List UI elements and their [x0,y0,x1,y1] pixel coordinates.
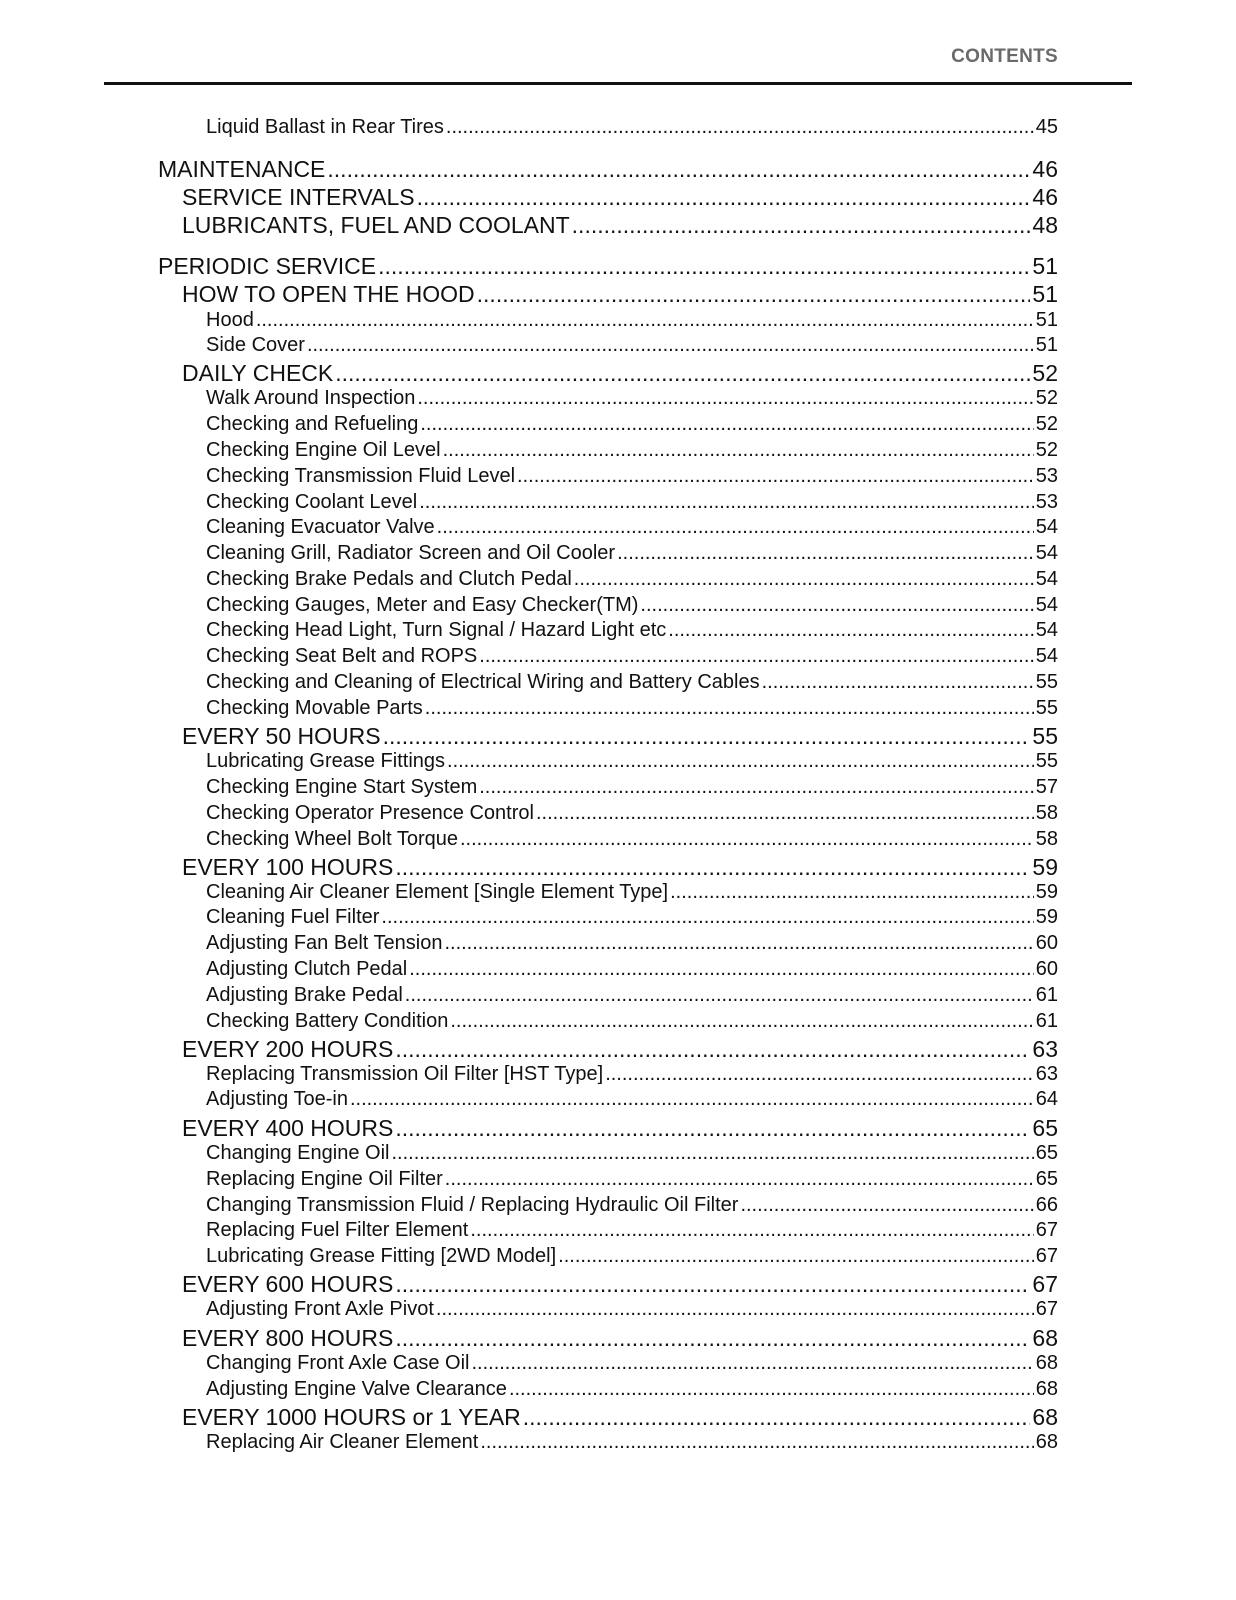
toc-entry-page: 48 [1032,212,1058,238]
toc-entry [158,156,1058,183]
toc-entry-title: Checking Gauges, Meter and Easy Checker(TM) [206,594,639,616]
toc-entry-title: Hood [206,309,254,331]
toc-entry-title: Adjusting Brake Pedal [206,984,403,1006]
toc-leader-dots [536,802,1034,825]
toc-entry-title: Cleaning Fuel Filter [206,906,380,928]
page-header-title: CONTENTS [951,46,1058,67]
toc-entry-title: Liquid Ballast in Rear Tires [206,116,444,138]
toc-entry-page: 61 [1035,984,1058,1006]
toc-leader-dots [395,1271,1030,1298]
toc-entry-page: 59 [1035,881,1058,903]
toc-entry-title: Checking Head Light, Turn Signal / Hazard Light etc [206,619,667,641]
toc-entry [206,828,1058,851]
toc-leader-dots [419,491,1034,514]
toc-entry-title: Checking Engine Oil Level [206,439,441,461]
toc-entry-title: Replacing Fuel Filter Element [206,1219,469,1241]
toc-entry-page: 51 [1035,309,1058,331]
toc-leader-dots [443,439,1034,462]
toc-entry [206,906,1058,929]
toc-entry-title: Checking Transmission Fluid Level [206,465,516,487]
toc-entry [182,723,1058,750]
toc-entry-title: HOW TO OPEN THE HOOD [182,281,475,307]
toc-entry [182,281,1058,308]
toc-entry-title: Adjusting Clutch Pedal [206,958,408,980]
toc-leader-dots [395,1036,1030,1063]
toc-leader-dots [558,1245,1034,1268]
toc-entry-title: PERIODIC SERVICE [158,253,377,279]
toc-entry-page: 68 [1032,1325,1058,1351]
toc-leader-dots [523,1404,1031,1431]
toc-entry-page: 58 [1035,802,1058,824]
toc-entry-title: Checking Seat Belt and ROPS [206,645,478,667]
toc-entry-title: Walk Around Inspection [206,387,416,409]
toc-entry-page: 60 [1035,932,1058,954]
toc-entry [206,881,1058,904]
toc-entry-page: 55 [1035,671,1058,693]
toc-entry [206,750,1058,773]
toc-leader-dots [420,413,1033,436]
toc-leader-dots [477,281,1031,308]
toc-entry-page: 64 [1035,1088,1058,1110]
toc-entry-page: 67 [1035,1245,1058,1267]
toc-entry [206,1010,1058,1033]
toc-leader-dots [437,516,1034,539]
toc-leader-dots [740,1194,1033,1217]
toc-entry-title: DAILY CHECK [182,360,334,386]
toc-entry-title: Checking Coolant Level [206,491,418,513]
toc-entry [206,1245,1058,1268]
toc-entry-page: 52 [1035,439,1058,461]
toc-leader-dots [762,671,1034,694]
toc-entry [206,1298,1058,1321]
toc-entry-page: 46 [1032,156,1058,182]
toc-leader-dots [479,776,1034,799]
toc-leader-dots [391,1142,1033,1165]
toc-entry-title: Lubricating Grease Fitting [2WD Model] [206,1245,557,1267]
toc-entry-page: 57 [1035,776,1058,798]
toc-entry-page: 52 [1035,413,1058,435]
toc-entry-title: Lubricating Grease Fittings [206,750,446,772]
toc-entry-title: EVERY 400 HOURS [182,1115,394,1141]
toc-entry-page: 65 [1035,1168,1058,1190]
toc-leader-dots [605,1063,1034,1086]
toc-leader-dots [378,253,1030,280]
toc-entry-page: 52 [1032,360,1058,386]
toc-leader-dots [470,1219,1033,1242]
toc-entry [182,1271,1058,1298]
toc-entry [206,465,1058,488]
toc-entry-page: 54 [1035,568,1058,590]
toc-entry [206,1219,1058,1242]
toc-leader-dots [670,881,1034,904]
toc-entry [206,645,1058,668]
toc-leader-dots [445,1168,1034,1191]
toc-leader-dots [335,360,1030,387]
toc-entry [206,116,1058,139]
toc-entry-title: LUBRICANTS, FUEL AND COOLANT [182,212,570,238]
toc-entry [182,1036,1058,1063]
toc-entry-title: Changing Engine Oil [206,1142,390,1164]
toc-leader-dots [395,1115,1030,1142]
toc-entry-title: Side Cover [206,334,305,356]
toc-entry [206,594,1058,617]
toc-entry [206,491,1058,514]
toc-entry-page: 63 [1032,1036,1058,1062]
toc-entry [206,1378,1058,1401]
toc-leader-dots [447,750,1034,773]
toc-entry [158,253,1058,280]
toc-entry [182,1404,1058,1431]
toc-leader-dots [574,568,1034,591]
toc-leader-dots [405,984,1034,1007]
toc-entry [206,671,1058,694]
toc-entry-page: 68 [1035,1352,1058,1374]
toc-entry-title: Changing Front Axle Case Oil [206,1352,470,1374]
toc-entry-page: 63 [1035,1063,1058,1085]
toc-entry [206,334,1058,357]
toc-entry [182,1325,1058,1352]
toc-leader-dots [471,1352,1033,1375]
toc-entry [182,212,1058,239]
toc-entry-title: Checking Battery Condition [206,1010,449,1032]
toc-entry-page: 54 [1035,516,1058,538]
toc-entry-page: 55 [1035,697,1058,719]
toc-entry-title: Cleaning Air Cleaner Element [Single Element Type] [206,881,669,903]
toc-entry-page: 54 [1035,645,1058,667]
toc-entry [206,1063,1058,1086]
toc-leader-dots [381,906,1033,929]
toc-entry-page: 66 [1035,1194,1058,1216]
toc-entry-page: 51 [1032,281,1058,307]
toc-entry-page: 59 [1035,906,1058,928]
toc-entry-page: 59 [1032,854,1058,880]
toc-leader-dots [444,932,1033,955]
toc-entry-page: 46 [1032,184,1058,210]
toc-entry-title: Replacing Air Cleaner Element [206,1431,479,1453]
toc-leader-dots [395,1325,1030,1352]
toc-entry-page: 68 [1035,1378,1058,1400]
toc-entry-title: EVERY 1000 HOURS or 1 YEAR [182,1404,521,1430]
header-rule [104,82,1132,85]
toc-entry [206,802,1058,825]
toc-entry-title: Checking Movable Parts [206,697,423,719]
toc-entry-page: 53 [1035,491,1058,513]
toc-entry-page: 60 [1035,958,1058,980]
toc-entry-page: 54 [1035,619,1058,641]
toc-entry-title: Adjusting Front Axle Pivot [206,1298,434,1320]
toc-entry [206,1088,1058,1111]
toc-entry-page: 65 [1032,1115,1058,1141]
toc-entry-page: 58 [1035,828,1058,850]
toc-leader-dots [480,1431,1033,1454]
toc-entry-title: Checking and Cleaning of Electrical Wiring and Battery Cables [206,671,760,693]
toc-entry-page: 54 [1035,594,1058,616]
toc-entry-page: 67 [1032,1271,1058,1297]
toc-entry-title: Checking Brake Pedals and Clutch Pedal [206,568,572,590]
toc-entry-title: Checking Wheel Bolt Torque [206,828,458,850]
toc-entry [206,387,1058,410]
toc-entry-page: 65 [1035,1142,1058,1164]
toc-entry-page: 67 [1035,1219,1058,1241]
toc-entry-page: 61 [1035,1010,1058,1032]
toc-leader-dots [307,334,1034,357]
toc-entry-title: Replacing Transmission Oil Filter [HST Type] [206,1063,604,1085]
toc-entry-title: Cleaning Grill, Radiator Screen and Oil Cooler [206,542,616,564]
toc-entry [206,1168,1058,1191]
toc-entry [206,1431,1058,1454]
toc-entry-page: 54 [1035,542,1058,564]
toc-leader-dots [417,387,1033,410]
toc-entry-page: 55 [1032,723,1058,749]
toc-leader-dots [409,958,1034,981]
toc-leader-dots [350,1088,1034,1111]
toc-entry [206,984,1058,1007]
toc-entry [182,854,1058,881]
toc-entry-title: Replacing Engine Oil Filter [206,1168,443,1190]
toc-entry [206,413,1058,436]
toc-entry-title: Checking Operator Presence Control [206,802,534,824]
toc-entry [182,360,1058,387]
toc-entry-title: MAINTENANCE [158,156,326,182]
toc-leader-dots [509,1378,1034,1401]
toc-entry-title: Checking Engine Start System [206,776,478,798]
toc-leader-dots [668,619,1033,642]
toc-entry [206,568,1058,591]
toc-entry-page: 55 [1035,750,1058,772]
toc-entry-title: Checking and Refueling [206,413,419,435]
toc-leader-dots [450,1010,1033,1033]
toc-entry-title: Changing Transmission Fluid / Replacing Hydraulic Oil Filter [206,1194,739,1216]
toc-entry-title: SERVICE INTERVALS [182,184,415,210]
toc-entry-page: 51 [1035,334,1058,356]
toc-leader-dots [446,116,1034,139]
toc-entry [206,932,1058,955]
toc-entry [206,776,1058,799]
toc-entry [206,619,1058,642]
toc-entry [206,516,1058,539]
toc-entry [206,697,1058,720]
toc-leader-dots [417,184,1031,211]
toc-leader-dots [383,723,1031,750]
toc-leader-dots [479,645,1033,668]
toc-entry-title: Adjusting Engine Valve Clearance [206,1378,507,1400]
toc-entry-title: EVERY 100 HOURS [182,854,394,880]
toc-leader-dots [517,465,1034,488]
toc-leader-dots [572,212,1031,239]
toc-entry-page: 52 [1035,387,1058,409]
toc-entry [206,439,1058,462]
toc-leader-dots [640,594,1033,617]
toc-leader-dots [395,854,1030,881]
toc-leader-dots [425,697,1034,720]
toc-entry [206,542,1058,565]
toc-entry [206,1352,1058,1375]
toc-entry-title: Adjusting Fan Belt Tension [206,932,443,954]
toc-entry-title: EVERY 800 HOURS [182,1325,394,1351]
toc-leader-dots [436,1298,1034,1321]
toc-entry-title: Adjusting Toe-in [206,1088,348,1110]
toc-entry [206,1194,1058,1217]
toc-entry-page: 45 [1035,116,1058,138]
toc-entry [206,309,1058,332]
toc-leader-dots [617,542,1034,565]
toc-entry [206,958,1058,981]
toc-leader-dots [327,156,1030,183]
toc-leader-dots [256,309,1034,332]
toc-entry-page: 67 [1035,1298,1058,1320]
toc-entry-title: Cleaning Evacuator Valve [206,516,435,538]
toc-entry-title: EVERY 50 HOURS [182,723,381,749]
toc-entry [206,1142,1058,1165]
toc-entry [182,1115,1058,1142]
toc-entry-page: 68 [1032,1404,1058,1430]
toc-leader-dots [460,828,1034,851]
toc-entry-page: 53 [1035,465,1058,487]
toc-entry-page: 51 [1032,253,1058,279]
toc-entry [182,184,1058,211]
toc-entry-title: EVERY 200 HOURS [182,1036,394,1062]
toc-entry-page: 68 [1035,1431,1058,1453]
toc-entry-title: EVERY 600 HOURS [182,1271,394,1297]
